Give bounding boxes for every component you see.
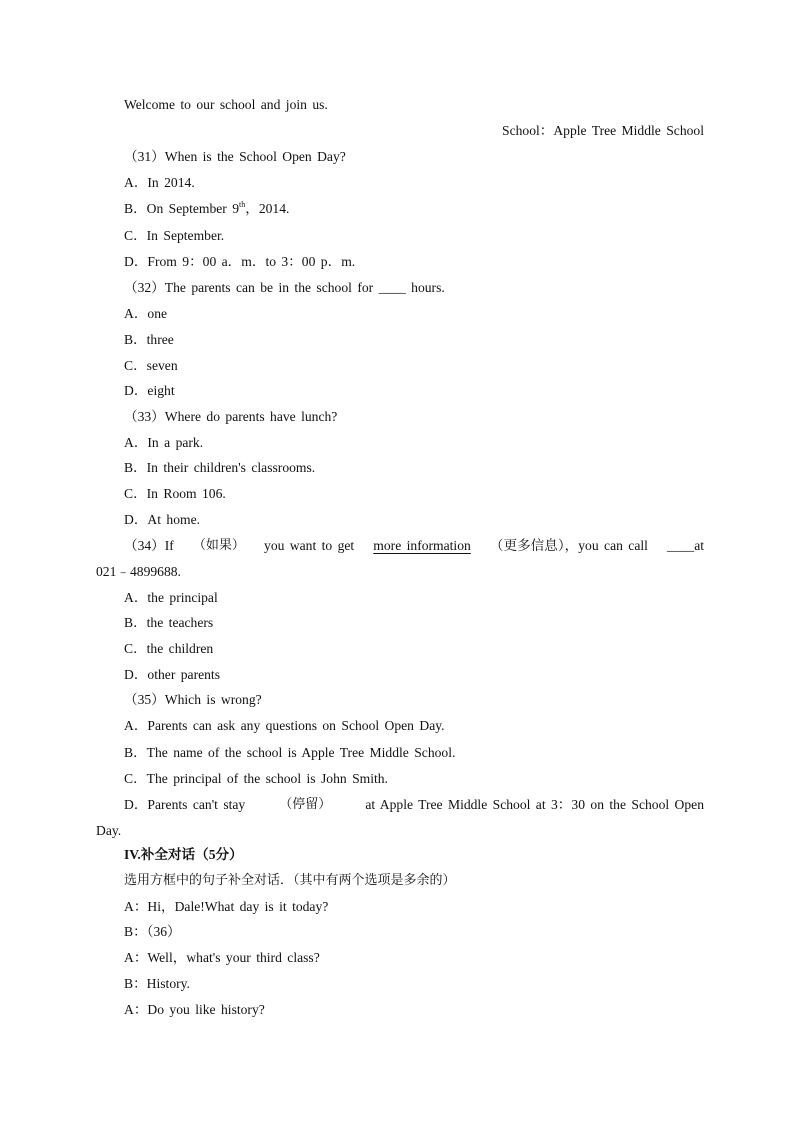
q34-seg-ruguo: （如果） — [192, 538, 245, 553]
q34-option-d: D．other parents — [124, 667, 220, 682]
q35-option-b: B．The name of the school is Apple Tree Middle School. — [124, 745, 456, 760]
question-32: （32）The parents can be in the school for ____ hours. — [124, 280, 445, 295]
q34-seg-want: you want to get — [264, 538, 355, 553]
q31-option-b-superscript: th — [239, 200, 246, 209]
q34-seg-call: （更多信息），you can call — [489, 538, 648, 553]
question-35: （35）Which is wrong? — [124, 692, 262, 707]
signature-text: School：Apple Tree Middle School — [502, 123, 704, 138]
q32-option-a: A．one — [124, 306, 168, 321]
intro-text: Welcome to our school and join us. — [124, 97, 328, 112]
q32-option-b: B．three — [124, 332, 174, 347]
q33-option-a: A．In a park. — [124, 435, 204, 450]
dialogue-line-4: B：History. — [124, 976, 190, 991]
dialogue-line-2: B：（36） — [124, 924, 181, 939]
q33-option-d: D．At home. — [124, 512, 201, 527]
question-31: （31）When is the School Open Day? — [124, 149, 346, 164]
q34-seg-blank-at: ____at — [667, 538, 704, 553]
q33-option-c: C．In Room 106. — [124, 486, 226, 501]
q33-option-b: B．In their children's classrooms. — [124, 460, 316, 475]
q35-option-c: C．The principal of the school is John Smith. — [124, 771, 388, 786]
q31-option-d: D．From 9：00 a．m．to 3：00 p．m. — [124, 254, 356, 269]
dialogue-line-3: A：Well，what's your third class? — [124, 950, 320, 965]
q34-seg-if: （34）If — [124, 538, 174, 553]
q35-option-a: A．Parents can ask any questions on School Open Day. — [124, 718, 445, 733]
q31-option-b-text: B．On September 9 — [124, 201, 240, 216]
question-34-continuation: 021﹣4899688. — [96, 564, 181, 579]
q32-option-c: C．seven — [124, 358, 178, 373]
q34-seg-more-information: more information — [373, 538, 471, 553]
q34-option-a: A．the principal — [124, 590, 218, 605]
q35-d-seg3: at Apple Tree Middle School at 3：30 on the School Open — [365, 797, 704, 812]
dialogue-line-1: A：Hi，Dale!What day is it today? — [124, 899, 329, 914]
q34-option-c: C．the children — [124, 641, 214, 656]
dialogue-line-5: A：Do you like history? — [124, 1002, 265, 1017]
q35-d-seg1: D．Parents can't stay — [124, 797, 246, 812]
q31-option-b — [124, 200, 289, 218]
q31-option-b-year: ，2014. — [245, 201, 290, 216]
q35-option-d-continuation: Day. — [96, 823, 122, 838]
q35-option-d — [124, 796, 704, 814]
section-instruction: 选用方框中的句子补全对话．（其中有两个选项是多余的） — [124, 873, 456, 888]
q31-option-c: C．In September. — [124, 228, 225, 243]
q31-option-a: A．In 2014. — [124, 175, 195, 190]
question-33: （33）Where do parents have lunch? — [124, 409, 338, 424]
question-34 — [124, 537, 704, 555]
section-heading: IV.补全对话（5分） — [124, 847, 243, 862]
q34-option-b: B．the teachers — [124, 615, 214, 630]
q35-d-seg2: （停留） — [279, 797, 332, 812]
q32-option-d: D．eight — [124, 383, 175, 398]
